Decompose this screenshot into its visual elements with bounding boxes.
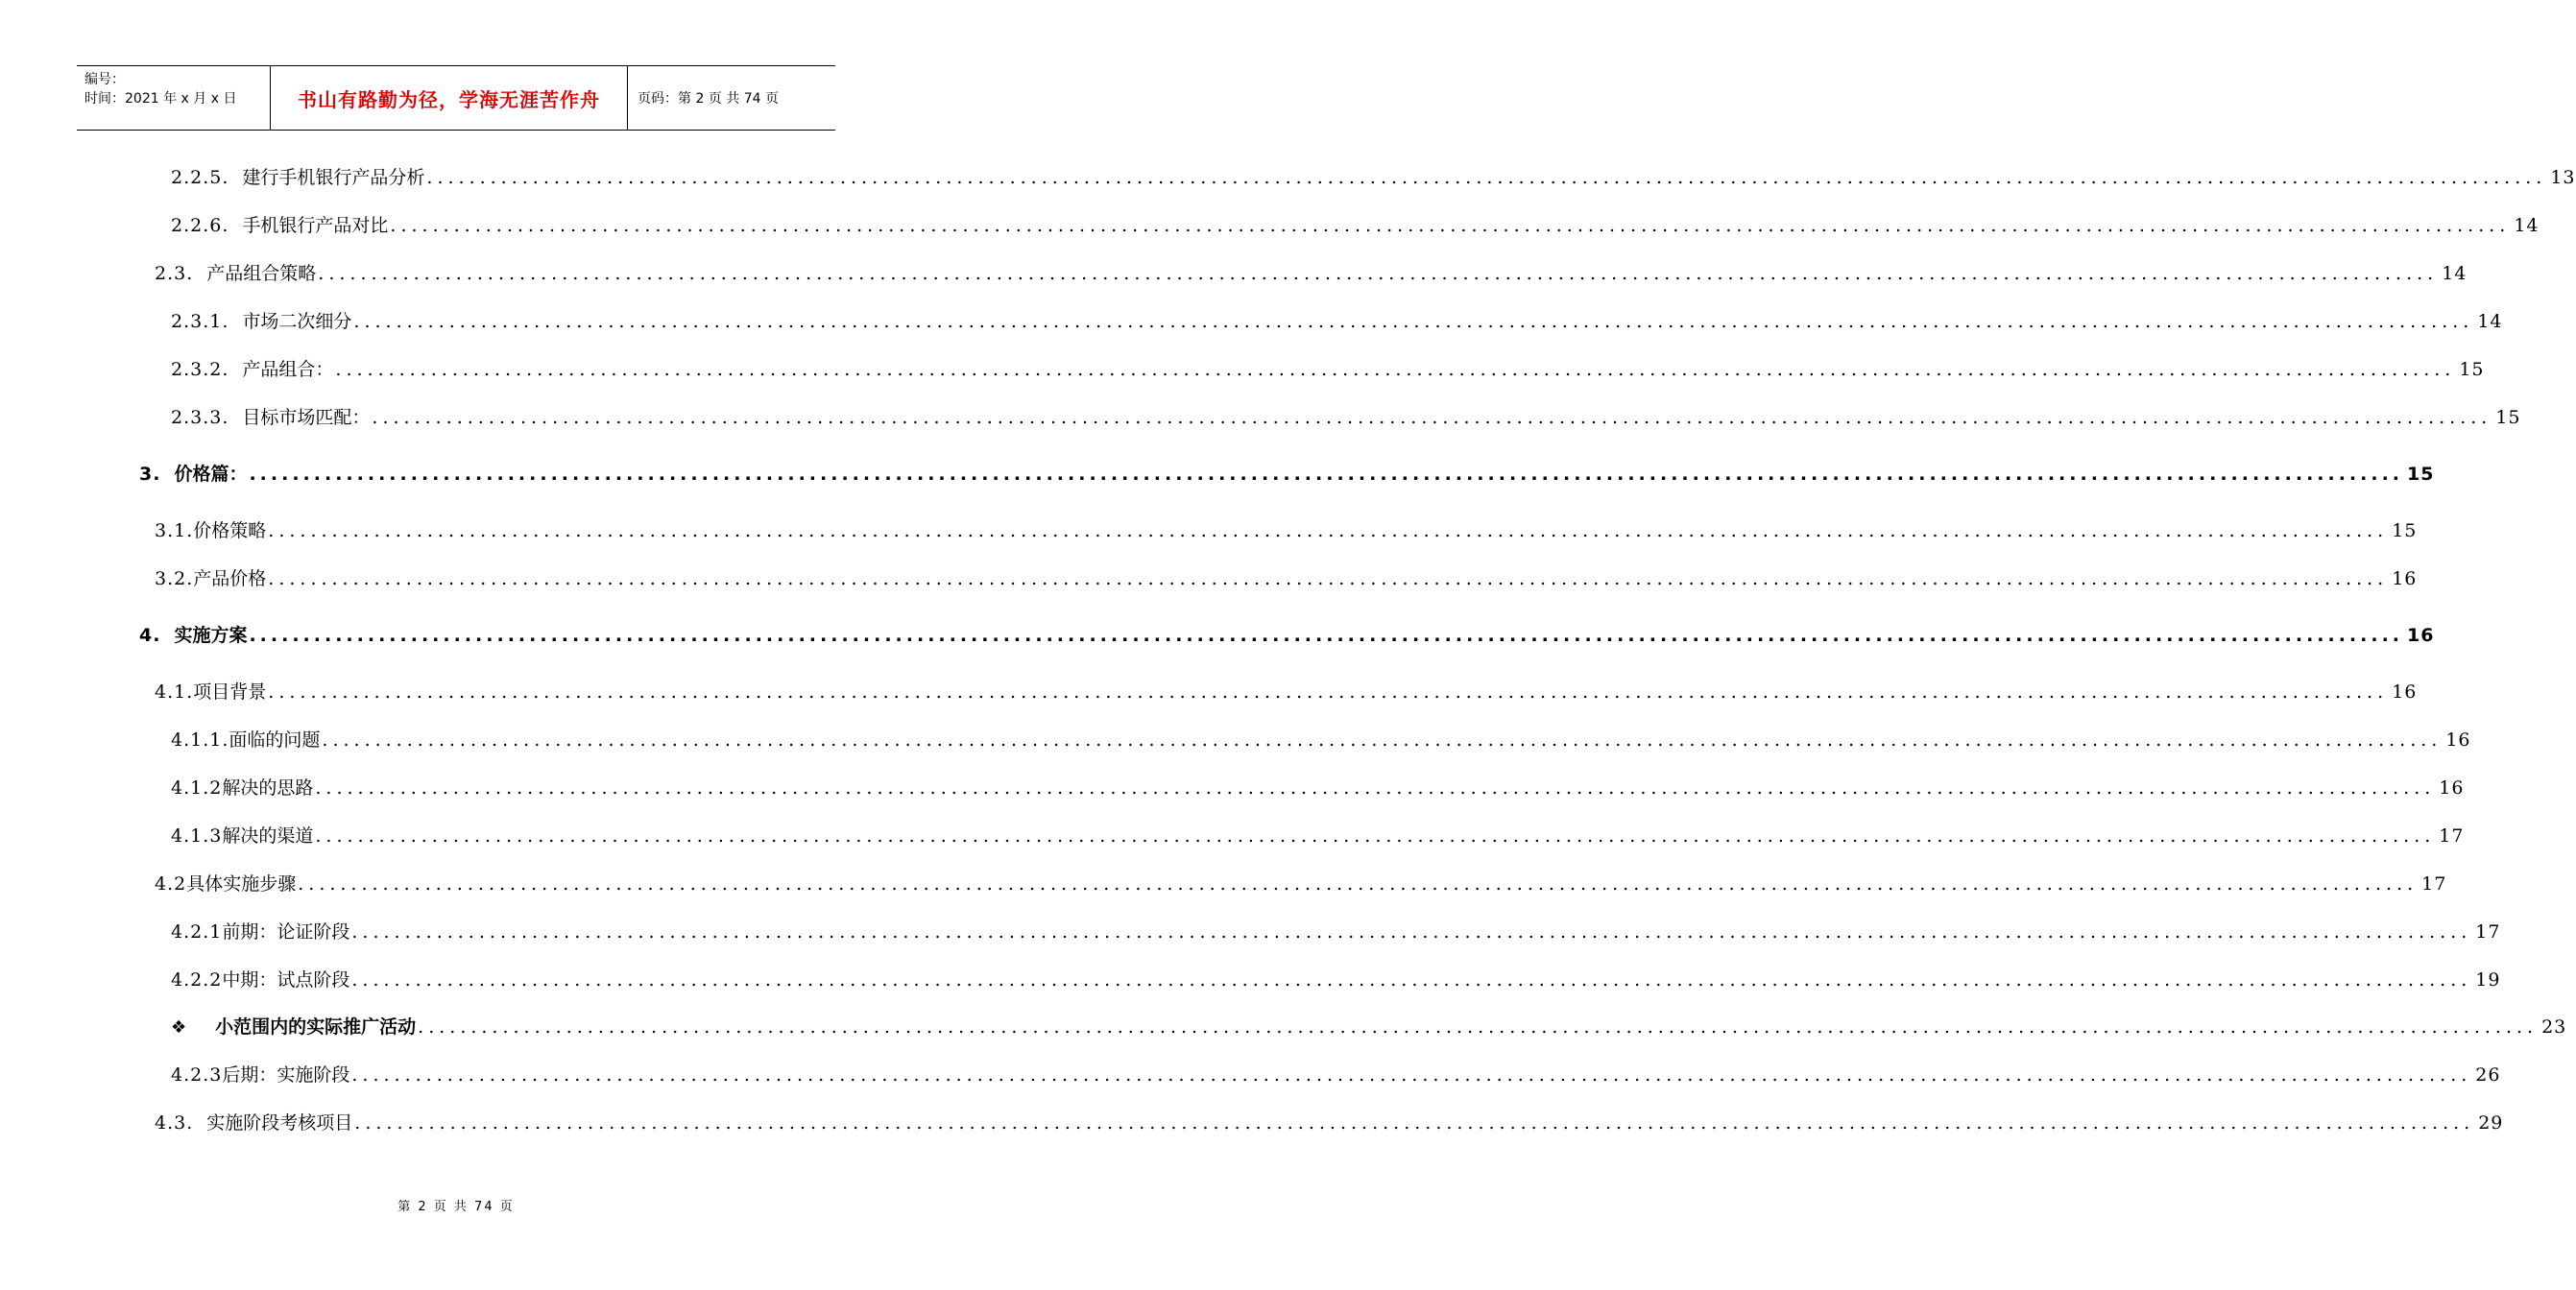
toc-entry-leader: ........................................................................................................................................................................................................ <box>268 681 2389 703</box>
toc-entry[interactable] <box>155 259 2468 288</box>
toc-entry-page: 17 <box>2421 873 2447 895</box>
toc-entry-page: 15 <box>2459 359 2485 380</box>
toc-entry-leader: ........................................................................................................................................................................................................ <box>268 568 2389 589</box>
toc-entry-page: 15 <box>2495 407 2521 428</box>
toc-entry-title: 产品组合策略 <box>206 263 317 284</box>
toc-entry-page: 17 <box>2475 921 2501 943</box>
toc-entry[interactable] <box>155 516 2418 545</box>
toc-entry-leader: ........................................................................................................................................................................................................ <box>335 359 2456 380</box>
toc-entry-leader: ........................................................................................................................................................................................................ <box>426 167 2547 188</box>
header-meta <box>77 66 271 130</box>
toc-entry-number: 4. <box>139 625 161 646</box>
toc-entry-page: 16 <box>2445 729 2471 751</box>
toc-entry-number: 4.2 <box>155 873 187 895</box>
toc-entry-title: 实施阶段考核项目 <box>206 1112 353 1134</box>
toc-entry[interactable] <box>171 774 2465 802</box>
toc-entry-number: 3.1. <box>155 520 194 541</box>
toc-entry-title: 产品组合： <box>242 359 334 380</box>
toc-entry-leader: ........................................................................................................................................................................................................ <box>249 625 2404 646</box>
toc-entry-title: 价格策略 <box>193 520 267 541</box>
toc-entry-leader: ........................................................................................................................................................................................................ <box>315 825 2436 847</box>
toc-entry-number: 2.3.2. <box>171 359 229 380</box>
toc-entry-number: 4.2.2 <box>171 969 223 991</box>
toc-entry-leader: ........................................................................................................................................................................................................ <box>353 311 2474 332</box>
toc-entry-title: 面临的问题 <box>229 729 321 751</box>
page-header <box>77 65 835 131</box>
toc-entry-page: 16 <box>2439 777 2465 799</box>
header-time-label: 时间：2021 年 x 月 x 日 <box>84 91 237 107</box>
toc-entry-leader: ........................................................................................................................................................................................................ <box>249 464 2404 485</box>
header-motto-cell <box>271 66 628 130</box>
toc-entry[interactable] <box>171 211 2540 240</box>
toc-entry-page: 13 <box>2550 167 2576 188</box>
toc-entry-leader: ........................................................................................................................................................................................................ <box>268 520 2389 541</box>
toc-entry[interactable] <box>171 403 2521 432</box>
toc-entry-page: 16 <box>2392 568 2418 589</box>
toc-entry-title: 解决的思路 <box>222 777 314 799</box>
toc-entry-leader: ........................................................................................................................................................................................................ <box>322 729 2443 751</box>
toc-entry-page: 19 <box>2475 969 2501 991</box>
toc-entry-leader: ........................................................................................................................................................................................................ <box>351 1064 2472 1086</box>
toc-entry-title: 市场二次细分 <box>242 311 352 332</box>
toc-entry-title: 建行手机银行产品分析 <box>242 167 425 188</box>
toc-entry-number: 4.1. <box>155 681 194 703</box>
toc-entry-title: 实施方案 <box>174 625 248 646</box>
toc-entry-number: 2.2.6. <box>171 215 229 236</box>
header-motto: 书山有路勤为径，学海无涯苦作舟 <box>298 87 600 111</box>
toc-entry[interactable] <box>171 355 2485 384</box>
toc-entry-title: 产品价格 <box>193 568 267 589</box>
toc-entry-number: 3.2. <box>155 568 194 589</box>
toc-entry[interactable] <box>171 918 2501 946</box>
toc-entry[interactable] <box>155 564 2418 593</box>
toc-entry-number: 4.1.3 <box>171 825 223 847</box>
header-page-info-cell <box>628 66 835 130</box>
toc-entry-page: 14 <box>2477 311 2503 332</box>
toc-entry-title: 解决的渠道 <box>222 825 314 847</box>
toc-entry-number: 4.3. <box>155 1112 194 1134</box>
page-footer: 第 2 页 共 74 页 <box>397 1200 515 1214</box>
toc-entry-number: 2.3.1. <box>171 311 229 332</box>
toc-entry[interactable] <box>155 1109 2504 1137</box>
header-code-label: 编号： <box>84 72 125 87</box>
toc-entry-page: 17 <box>2439 825 2465 847</box>
toc-entry-page: 15 <box>2392 520 2418 541</box>
toc-entry-number: 3. <box>139 464 161 485</box>
toc-entry-leader: ........................................................................................................................................................................................................ <box>318 263 2439 284</box>
toc-chapter-entry[interactable] <box>139 460 2435 489</box>
header-page-info: 页码：第 2 页 共 74 页 <box>638 91 779 107</box>
toc-entry[interactable] <box>171 307 2503 336</box>
toc-entry[interactable] <box>155 678 2418 706</box>
toc-entry-leader: ........................................................................................................................................................................................................ <box>351 969 2472 991</box>
toc-entry-leader: ........................................................................................................................................................................................................ <box>315 777 2436 799</box>
toc-entry-number: 4.2.1 <box>171 921 223 943</box>
toc-entry[interactable] <box>171 822 2465 850</box>
diamond-bullet-icon: ❖ <box>171 1017 187 1038</box>
toc-entry[interactable] <box>171 1013 2567 1041</box>
toc-entry[interactable] <box>155 870 2447 898</box>
toc-entry[interactable] <box>171 1061 2501 1089</box>
toc-entry-page: 14 <box>2442 263 2468 284</box>
toc-entry-number: 2.3.3. <box>171 407 229 428</box>
toc-entry-title: 前期：论证阶段 <box>222 921 350 943</box>
toc-entry-page: 29 <box>2478 1112 2504 1134</box>
toc-entry-page: 15 <box>2407 464 2435 485</box>
toc-entry-number: 2.3. <box>155 263 194 284</box>
toc-entry-title: 手机银行产品对比 <box>242 215 389 236</box>
toc-entry-page: 14 <box>2514 215 2540 236</box>
toc-entry-leader: ........................................................................................................................................................................................................ <box>390 215 2511 236</box>
toc-entry-title: 中期：试点阶段 <box>222 969 350 991</box>
toc-entry-title: 目标市场匹配： <box>242 407 371 428</box>
toc-entry-title: 小范围内的实际推广活动 <box>215 1016 417 1038</box>
toc-entry-title: 具体实施步骤 <box>186 873 297 895</box>
toc-entry-leader: ........................................................................................................................................................................................................ <box>372 407 2492 428</box>
toc-entry-page: 26 <box>2475 1064 2501 1086</box>
toc-entry-title: 价格篇： <box>174 464 248 485</box>
toc-entry-title: 项目背景 <box>193 681 267 703</box>
toc-entry-leader: ........................................................................................................................................................................................................ <box>298 873 2419 895</box>
toc-entry-title: 后期：实施阶段 <box>222 1064 350 1086</box>
toc-entry-number: 4.2.3 <box>171 1064 223 1086</box>
toc-entry-page: 23 <box>2541 1016 2567 1038</box>
toc-entry-leader: ........................................................................................................................................................................................................ <box>418 1016 2539 1038</box>
toc-entry-number: 4.1.1. <box>171 729 229 751</box>
toc-entry-number: 4.1.2 <box>171 777 223 799</box>
toc-entry[interactable] <box>171 163 2576 192</box>
toc-entry-leader: ........................................................................................................................................................................................................ <box>351 921 2472 943</box>
toc-entry[interactable] <box>171 726 2471 754</box>
toc-entry-leader: ........................................................................................................................................................................................................ <box>354 1112 2475 1134</box>
toc-entry-page: 16 <box>2407 625 2435 646</box>
toc-entry[interactable] <box>171 966 2501 994</box>
toc-chapter-entry[interactable] <box>139 621 2435 650</box>
toc-entry-number: 2.2.5. <box>171 167 229 188</box>
toc-entry-page: 16 <box>2392 681 2418 703</box>
